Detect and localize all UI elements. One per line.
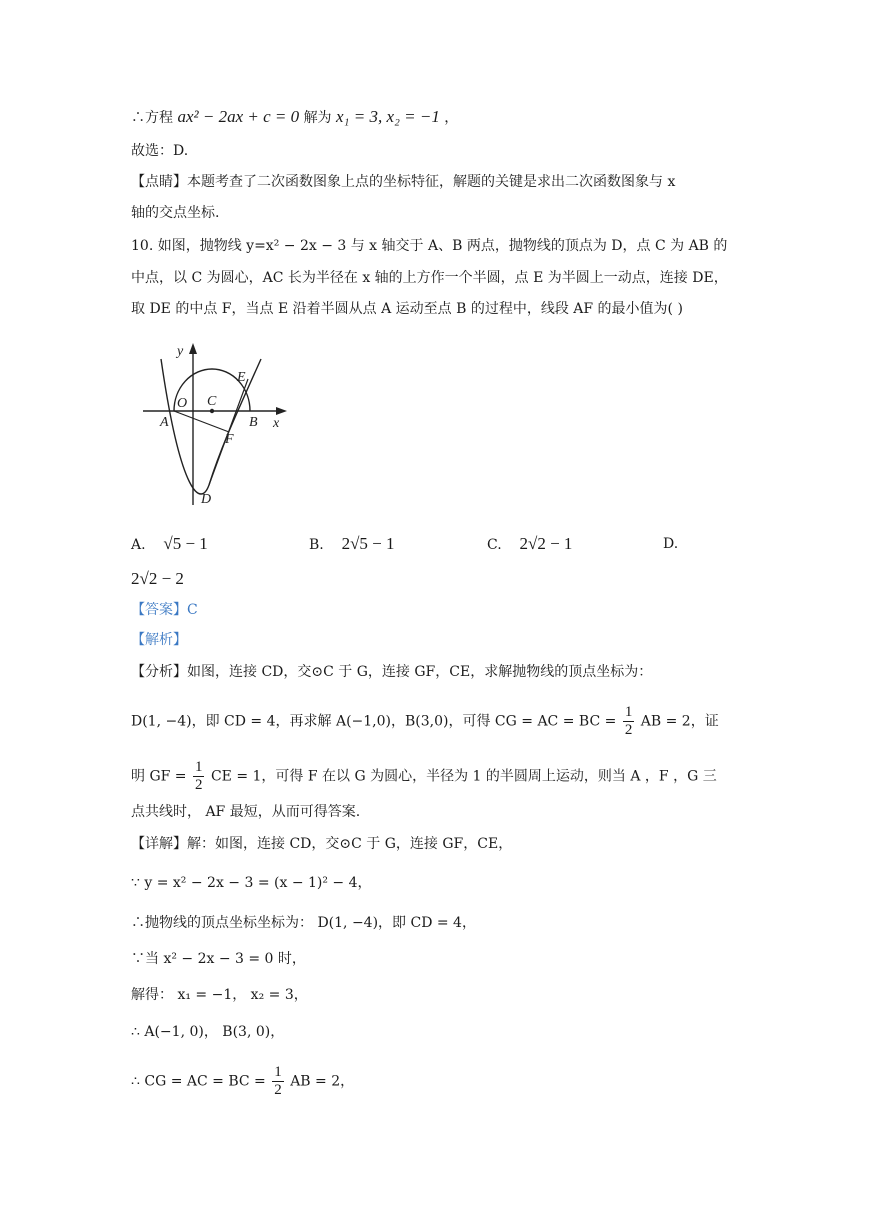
numerator: 1 (624, 704, 633, 720)
answer: 【答案】C (131, 602, 198, 618)
label-x: x (273, 416, 280, 431)
label-A: A (160, 415, 169, 430)
denominator: 2 (194, 777, 203, 793)
fraction (193, 759, 205, 794)
detail-line-5: 解得： x₁ = −1， x₂ = 3， (131, 987, 308, 1003)
label-E: E (237, 370, 246, 385)
numerator: 1 (274, 1064, 282, 1080)
denominator: 2 (274, 1082, 282, 1098)
equation: ax² − 2ax + c = 0 (177, 107, 300, 126)
option-a-label: A. (131, 537, 146, 553)
analysis-line-4: 点共线时， AF 最短，从而可得答案. (131, 804, 361, 820)
text: 解为 (303, 110, 332, 126)
question-line-1: 10. 如图，抛物线 y=x² − 2x − 3 与 x 轴交于 A、B 两点，抛物线的顶点为 D，点 C 为 AB 的 (131, 238, 728, 254)
question-line-2: 中点，以 C 为圆心，AC 长为半径在 x 轴的上方作一个半圆，点 E 为半圆上一动点，连接 DE， (131, 270, 728, 286)
label-O: O (177, 396, 188, 411)
text: AB = 2，证 (640, 713, 719, 730)
fraction (272, 1064, 284, 1099)
question-line-3: 取 DE 的中点 F，当点 E 沿着半圆从点 A 运动至点 B 的过程中，线段 AF 的最小值为( ) (131, 301, 683, 317)
option-d-value (131, 568, 184, 591)
text: ∴ CG = AC = BC = (131, 1073, 266, 1090)
option-c (487, 533, 572, 556)
label-B: B (249, 415, 258, 430)
option-b-label: B. (309, 537, 324, 553)
solution: x₁ = 3, x₂ = −1 (336, 107, 440, 126)
fraction (623, 704, 635, 739)
option-b (309, 533, 394, 556)
option-a (131, 533, 208, 556)
analysis-heading: 【解析】 (131, 632, 187, 648)
text: D(1, −4)，即 CD = 4，再求解 A(−1,0)，B(3,0)，可得 CG = AC = BC = (131, 713, 617, 730)
option-c-label: C. (487, 537, 502, 553)
line-4: 轴的交点坐标. (131, 205, 220, 221)
label-C: C (207, 394, 217, 409)
detail-line-2: ∵ y = x² − 2x − 3 = (x − 1)² − 4， (131, 875, 372, 891)
detail-line-3: ∴抛物线的顶点坐标坐标为： D(1, −4)，即 CD = 4， (131, 915, 476, 931)
label-F: F (225, 432, 234, 447)
option-d-value-text: 2√2 − 2 (131, 569, 184, 588)
analysis-line-3 (131, 759, 717, 794)
denominator: 2 (624, 722, 633, 738)
text: ∴方程 (131, 110, 173, 126)
detail-line-1: 【详解】解：如图，连接 CD，交⊙C 于 G，连接 GF，CE， (131, 836, 513, 852)
analysis-line-2 (131, 704, 719, 739)
option-d-label: D. (663, 536, 679, 552)
option-c-value: 2√2 − 1 (519, 534, 573, 553)
detail-line-6: ∴ A(−1, 0)， B(3, 0)， (131, 1024, 285, 1040)
text: 明 GF = (131, 768, 187, 785)
option-a-value: √5 − 1 (163, 534, 208, 553)
detail-line-4: ∵当 x² − 2x − 3 = 0 时， (131, 951, 306, 967)
label-D: D (201, 492, 212, 507)
detail-line-7 (131, 1064, 354, 1099)
parabola-figure (135, 337, 295, 513)
analysis-line-1: 【分析】如图，连接 CD，交⊙C 于 G，连接 GF，CE，求解抛物线的顶点坐标为： (131, 664, 653, 680)
line-2: 故选：D. (131, 143, 189, 159)
numerator: 1 (194, 759, 203, 775)
text: ， (444, 110, 459, 126)
text: AB = 2， (290, 1073, 355, 1090)
label-y: y (177, 344, 184, 359)
line-1 (131, 106, 458, 129)
option-b-value: 2√5 − 1 (341, 534, 395, 553)
line-3: 【点睛】本题考查了二次函数图象上点的坐标特征，解题的关键是求出二次函数图象与 x (131, 174, 676, 190)
text: CE = 1，可得 F 在以 G 为圆心，半径为 1 的半圆周上运动，则当 A ，F ，G 三 (210, 768, 717, 785)
